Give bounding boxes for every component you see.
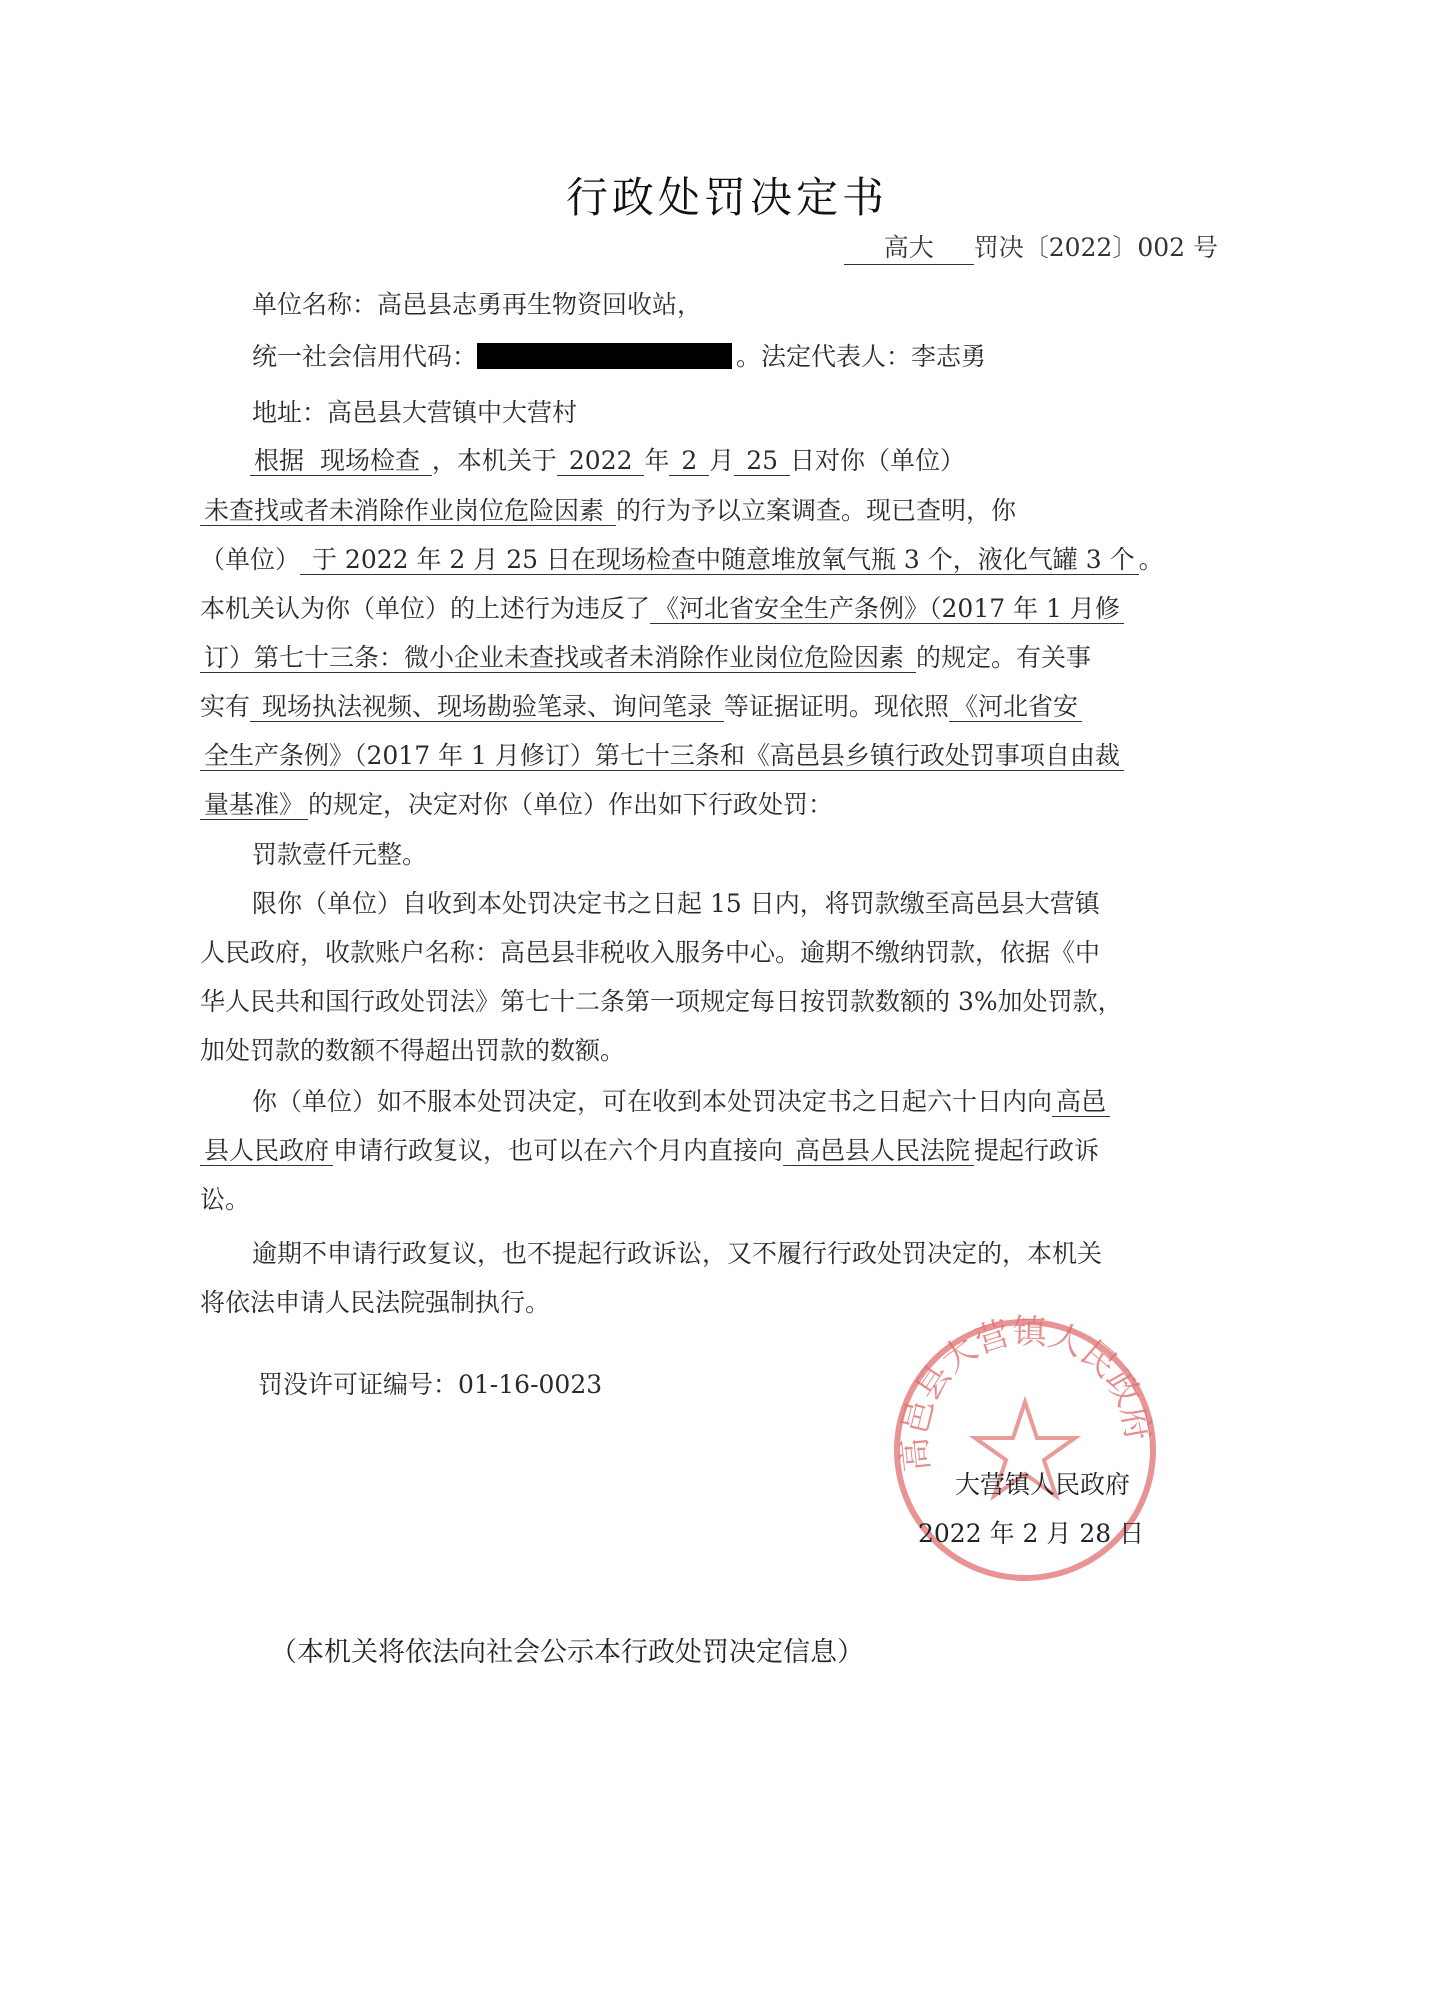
document-number: [844, 228, 1218, 265]
body-line-18: 将依法申请人民法院强制执行。: [200, 1288, 551, 1317]
seal-text: 高邑县大营镇人民政府: [894, 1311, 1159, 1474]
doc-number-suffix: 罚决〔2022〕002 号: [973, 233, 1218, 262]
permit-number: 罚没许可证编号：01-16-0023: [258, 1370, 603, 1399]
body-line-4: 本机关认为你（单位）的上述行为违反了 《河北省安全生产条例》（2017 年 1 月修: [200, 592, 1220, 626]
penalty-line: 罚款壹仟元整。: [252, 840, 428, 869]
svg-text:高邑县大营镇人民政府: [894, 1312, 1158, 1473]
body-line-15: 县人民政府 申请行政复议，也可以在六个月内直接向 高邑县人民法院 提起行政诉: [200, 1134, 1220, 1168]
body-line-16: 讼。: [200, 1185, 251, 1214]
redaction-block: [477, 343, 732, 369]
body-line-17: 逾期不申请行政复议，也不提起行政诉讼，又不履行行政处罚决定的，本机关: [252, 1239, 1103, 1268]
document-title: 行政处罚决定书: [565, 173, 888, 222]
body-line-5: 订）第七十三条：微小企业未查找或者未消除作业岗位危险因素 的规定。有关事: [200, 641, 1220, 675]
address-line: 地址：高邑县大营镇中大营村: [252, 398, 578, 427]
body-line-1: 根据 现场检查 ，本机关于 2022 年 2 月 25 日对你（单位）: [250, 444, 1270, 478]
body-line-7: 全生产条例》（2017 年 1 月修订）第七十三条和《高邑县乡镇行政处罚事项自由裁: [200, 739, 1220, 773]
footer-note: （本机关将依法向社会公示本行政处罚决定信息）: [270, 1637, 864, 1668]
body-line-8: 量基准》 的规定，决定对你（单位）作出如下行政处罚：: [200, 788, 1220, 822]
body-line-11: 人民政府，收款账户名称：高邑县非税收入服务中心。逾期不缴纳罚款，依据《中: [200, 938, 1101, 967]
body-line-3: （单位） 于 2022 年 2 月 25 日在现场检查中随意堆放氧气瓶 3 个，液化气罐 3 个 。: [200, 545, 1164, 574]
credit-line: 统一社会信用代码： 。法定代表人：李志勇: [252, 342, 987, 371]
body-line-14: 你（单位）如不服本处罚决定，可在收到本处罚决定书之日起六十日内向 高邑: [252, 1085, 1272, 1119]
doc-number-prefix: 高大: [844, 228, 974, 265]
body-line-12: 华人民共和国行政处罚法》第七十二条第一项规定每日按罚款数额的 3%加处罚款，: [200, 987, 1123, 1016]
body-line-6: 实有 现场执法视频、现场勘验笔录、询问笔录 等证据证明。现依照 《河北省安: [200, 690, 1220, 724]
signature-org: 大营镇人民政府: [955, 1470, 1131, 1499]
body-line-10: 限你（单位）自收到本处罚决定书之日起 15 日内，将罚款缴至高邑县大营镇: [252, 889, 1100, 918]
body-line-13: 加处罚款的数额不得超出罚款的数额。: [200, 1036, 626, 1065]
signature-date: 2022 年 2 月 28 日: [918, 1519, 1145, 1548]
body-line-2: 未查找或者未消除作业岗位危险因素 的行为予以立案调查。现已查明，你: [200, 494, 1220, 528]
unit-line: 单位名称：高邑县志勇再生物资回收站，: [252, 290, 703, 319]
